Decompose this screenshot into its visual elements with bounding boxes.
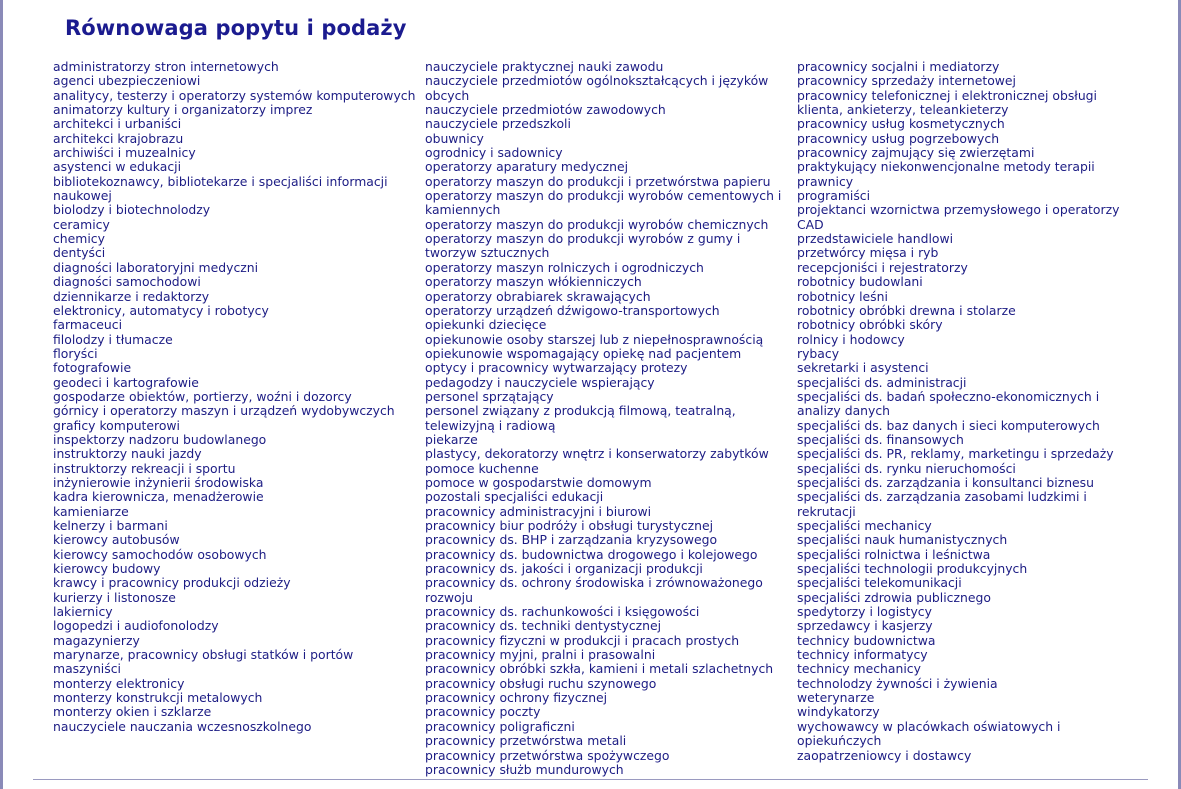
list-item: pracownicy obsługi ruchu szynowego: [425, 675, 657, 691]
list-item: operatorzy maszyn do produkcji wyrobów cementowych i kamiennych: [425, 188, 782, 218]
list-item: graficy komputerowi: [53, 417, 181, 433]
list-item: monterzy elektronicy: [53, 675, 185, 691]
list-item: operatorzy urządzeń dźwigowo-transportowych: [425, 302, 720, 318]
list-item: krawcy i pracownicy produkcji odzieży: [53, 575, 291, 591]
list-item: pracownicy sprzedaży internetowej: [797, 73, 1017, 89]
list-item: dentyści: [53, 245, 106, 261]
list-item: maszyniści: [53, 661, 121, 677]
list-item: fotografowie: [53, 360, 132, 376]
list-item: pracownicy ds. ochrony środowiska i zrównoważonego rozwoju: [425, 575, 763, 605]
occupation-columns: [3, 60, 1178, 777]
list-item: kurierzy i listonosze: [53, 589, 176, 605]
list-item: specjaliści mechanicy: [797, 518, 932, 533]
list-item: inspektorzy nadzoru budowlanego: [53, 431, 267, 447]
list-item: pracownicy ochrony fizycznej: [425, 690, 608, 706]
list-item: operatorzy maszyn do produkcji wyrobów chemicznych: [425, 216, 769, 232]
list-item: kamieniarze: [53, 503, 129, 519]
list-item: animatorzy kultury i organizatorzy imprez: [53, 102, 313, 118]
list-item: spedytorzy i logistycy: [797, 604, 932, 620]
list-item: administratorzy stron internetowych: [53, 59, 279, 74]
list-item: prawnicy: [797, 173, 854, 189]
list-item: kierowcy budowy: [53, 561, 161, 577]
list-item: robotnicy obróbki drewna i stolarze: [797, 302, 1016, 318]
list-item: operatorzy obrabiarek skrawających: [425, 288, 651, 304]
list-item: chemicy: [53, 231, 105, 247]
list-item: opiekunowie wspomagający opiekę nad pacjentem: [425, 345, 742, 361]
list-item: personel sprzątający: [425, 388, 554, 404]
list-item: piekarze: [425, 431, 478, 447]
list-item: opiekunowie osoby starszej lub z niepełnosprawnością: [425, 331, 764, 347]
list-item: kadra kierownicza, menadżerowie: [53, 489, 264, 505]
list-item: filolodzy i tłumacze: [53, 331, 173, 347]
list-item: weterynarze: [797, 690, 875, 706]
list-item: programiści: [797, 188, 871, 204]
document-content: [3, 0, 1178, 789]
list-item: specjaliści ds. administracji: [797, 374, 967, 390]
list-item: architekci i urbaniści: [53, 116, 182, 132]
list-item: specjaliści ds. baz danych i sieci komputerowych: [797, 417, 1100, 433]
list-item: diagności laboratoryjni medyczni: [53, 259, 259, 275]
list-item: operatorzy maszyn włókienniczych: [425, 274, 642, 290]
list-item: specjaliści zdrowia publicznego: [797, 589, 991, 605]
list-item: operatorzy maszyn rolniczych i ogrodniczych: [425, 259, 704, 275]
list-item: dziennikarze i redaktorzy: [53, 288, 210, 304]
occupation-list-2: [425, 60, 789, 777]
list-item: asystenci w edukacji: [53, 159, 182, 175]
list-item: windykatorzy: [797, 704, 880, 720]
list-item: pracownicy administracyjni i biurowi: [425, 503, 652, 519]
list-item: kierowcy autobusów: [53, 532, 180, 548]
list-item: opiekunki dziecięce: [425, 317, 547, 333]
list-item: pracownicy ds. techniki dentystycznej: [425, 618, 662, 634]
list-item: pracownicy służb mundurowych: [425, 761, 624, 777]
list-item: optycy i pracownicy wytwarzający protezy: [425, 360, 688, 376]
list-item: pomoce kuchenne: [425, 460, 539, 476]
list-item: ogrodnicy i sadownicy: [425, 145, 563, 161]
list-item: pracownicy zajmujący się zwierzętami: [797, 145, 1035, 161]
list-item: operatorzy maszyn do produkcji i przetwórstwa papieru: [425, 173, 771, 189]
list-item: pedagodzy i nauczyciele wspierający: [425, 374, 655, 390]
occupation-column-1: [53, 60, 425, 734]
list-item: ceramicy: [53, 216, 110, 232]
list-item: instruktorzy rekreacji i sportu: [53, 460, 236, 476]
occupation-column-2: [425, 60, 797, 777]
list-item: personel związany z produkcją filmową, teatralną, telewizyjną i radiową: [425, 403, 736, 433]
list-item: floryści: [53, 345, 98, 361]
list-item: robotnicy leśni: [797, 288, 888, 304]
list-item: technolodzy żywności i żywienia: [797, 675, 998, 691]
list-item: pracownicy przetwórstwa spożywczego: [425, 747, 670, 763]
list-item: specjaliści telekomunikacji: [797, 575, 962, 591]
list-item: pracownicy telefonicznej i elektronicznej obsługi klienta, ankieterzy, teleankieterzy: [797, 87, 1097, 118]
list-item: elektronicy, automatycy i robotycy: [53, 302, 269, 318]
list-item: przedstawiciele handlowi: [797, 231, 954, 247]
list-item: pracownicy usług pogrzebowych: [797, 130, 1000, 146]
list-item: magazynierzy: [53, 632, 140, 648]
list-item: pracownicy obróbki szkła, kamieni i metali szlachetnych: [425, 661, 774, 677]
list-item: monterzy okien i szklarze: [53, 704, 212, 720]
list-item: pozostali specjaliści edukacji: [425, 489, 604, 505]
list-item: specjaliści nauk humanistycznych: [797, 532, 1008, 548]
list-item: farmaceuci: [53, 317, 123, 333]
list-item: sekretarki i asystenci: [797, 360, 929, 376]
list-item: pomoce w gospodarstwie domowym: [425, 474, 652, 490]
list-item: sprzedawcy i kasjerzy: [797, 618, 933, 634]
footer-divider: [33, 779, 1148, 780]
list-item: pracownicy ds. budownictwa drogowego i kolejowego: [425, 546, 758, 562]
list-item: nauczyciele przedmiotów ogólnokształcących i języków obcych: [425, 73, 769, 103]
list-item: zaopatrzeniowcy i dostawcy: [797, 747, 972, 763]
list-item: praktykujący niekonwencjonalne metody terapii: [797, 159, 1095, 175]
list-item: logopedzi i audiofonolodzy: [53, 618, 219, 634]
list-item: monterzy konstrukcji metalowych: [53, 690, 263, 706]
list-item: specjaliści ds. zarządzania zasobami ludzkimi i rekrutacji: [797, 489, 1087, 519]
list-item: pracownicy poligraficzni: [425, 718, 575, 734]
list-item: rybacy: [797, 345, 840, 361]
page-title: Równowaga popytu i podaży: [65, 16, 407, 40]
list-item: nauczyciele przedmiotów zawodowych: [425, 102, 666, 118]
list-item: technicy informatycy: [797, 647, 928, 663]
list-item: nauczyciele praktycznej nauki zawodu: [425, 59, 664, 74]
list-item: operatorzy aparatury medycznej: [425, 159, 629, 175]
list-item: obuwnicy: [425, 130, 484, 146]
list-item: robotnicy budowlani: [797, 274, 923, 290]
list-item: górnicy i operatorzy maszyn i urządzeń wydobywczych: [53, 403, 395, 419]
list-item: pracownicy poczty: [425, 704, 541, 720]
list-item: plastycy, dekoratorzy wnętrz i konserwatorzy zabytków: [425, 446, 769, 462]
list-item: specjaliści ds. zarządzania i konsultanci biznesu: [797, 474, 1094, 490]
list-item: inżynierowie inżynierii środowiska: [53, 474, 264, 490]
list-item: specjaliści ds. badań społeczno-ekonomicznych i analizy danych: [797, 388, 1100, 419]
list-item: geodeci i kartografowie: [53, 374, 199, 390]
list-item: analitycy, testerzy i operatorzy systemów komputerowych: [53, 87, 416, 103]
list-item: instruktorzy nauki jazdy: [53, 446, 202, 462]
list-item: nauczyciele nauczania wczesnoszkolnego: [53, 718, 312, 734]
list-item: bibliotekoznawcy, bibliotekarze i specjaliści informacji naukowej: [53, 173, 388, 204]
list-item: diagności samochodowi: [53, 274, 201, 290]
list-item: robotnicy obróbki skóry: [797, 317, 943, 333]
list-item: rolnicy i hodowcy: [797, 331, 905, 347]
list-item: biolodzy i biotechnolodzy: [53, 202, 211, 218]
list-item: operatorzy maszyn do produkcji wyrobów z gumy i tworzyw sztucznych: [425, 231, 741, 261]
list-item: pracownicy socjalni i mediatorzy: [797, 59, 1000, 74]
list-item: marynarze, pracownicy obsługi statków i portów: [53, 647, 354, 663]
list-item: wychowawcy w placówkach oświatowych i opiekuńczych: [797, 718, 1061, 749]
list-item: przetwórcy mięsa i ryb: [797, 245, 939, 261]
list-item: pracownicy usług kosmetycznych: [797, 116, 1005, 132]
list-item: lakiernicy: [53, 604, 113, 620]
list-item: kelnerzy i barmani: [53, 518, 168, 533]
occupation-list-3: [797, 60, 1129, 763]
list-item: specjaliści technologii produkcyjnych: [797, 561, 1028, 577]
list-item: pracownicy biur podróży i obsługi turystycznej: [425, 518, 714, 533]
list-item: kierowcy samochodów osobowych: [53, 546, 267, 562]
list-item: recepcjoniści i rejestratorzy: [797, 259, 968, 275]
list-item: pracownicy fizyczni w produkcji i pracach prostych: [425, 632, 740, 648]
list-item: specjaliści ds. finansowych: [797, 431, 964, 447]
list-item: pracownicy ds. rachunkowości i księgowości: [425, 604, 700, 620]
list-item: specjaliści ds. rynku nieruchomości: [797, 460, 1016, 476]
list-item: archiwiści i muzealnicy: [53, 145, 196, 161]
list-item: gospodarze obiektów, portierzy, woźni i dozorcy: [53, 388, 352, 404]
list-item: pracownicy ds. jakości i organizacji produkcji: [425, 561, 703, 577]
list-item: technicy mechanicy: [797, 661, 921, 677]
list-item: specjaliści rolnictwa i leśnictwa: [797, 546, 991, 562]
list-item: projektanci wzornictwa przemysłowego i operatorzy CAD: [797, 202, 1120, 232]
list-item: technicy budownictwa: [797, 632, 936, 648]
occupation-list-1: [53, 60, 417, 734]
list-item: agenci ubezpieczeniowi: [53, 73, 201, 89]
list-item: pracownicy przetwórstwa metali: [425, 733, 627, 749]
list-item: nauczyciele przedszkoli: [425, 116, 571, 132]
list-item: pracownicy ds. BHP i zarządzania kryzysowego: [425, 532, 718, 548]
list-item: pracownicy myjni, pralni i prasowalni: [425, 647, 656, 663]
list-item: architekci krajobrazu: [53, 130, 184, 146]
occupation-column-3: [797, 60, 1137, 763]
list-item: specjaliści ds. PR, reklamy, marketingu i sprzedaży: [797, 446, 1114, 462]
